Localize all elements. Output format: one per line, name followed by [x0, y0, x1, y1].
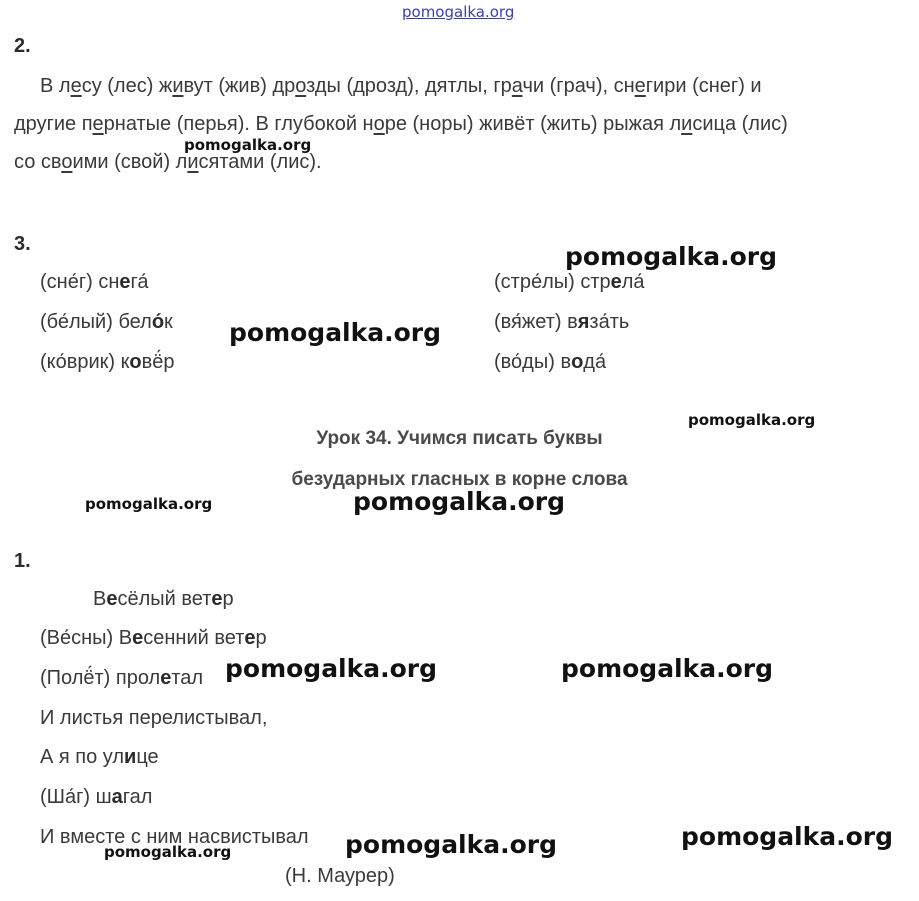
text-segment: В — [93, 588, 107, 610]
text-segment: к — [164, 311, 173, 333]
highlighted-letter: о — [295, 75, 307, 97]
text-segment: вут (жив) др — [183, 75, 296, 97]
highlighted-letter: е — [634, 75, 646, 97]
highlighted-letter: и — [124, 746, 137, 768]
exercise-2-text — [14, 67, 908, 181]
lesson-title-line-1: Урок 34. Учимся писать буквы — [316, 428, 603, 449]
highlighted-letter: а — [111, 786, 123, 808]
text-segment: га́ — [130, 271, 149, 293]
highlighted-letter: о — [571, 351, 584, 373]
text-segment: гири (снег) и — [645, 75, 762, 97]
text-segment: сёлый вет — [117, 588, 212, 610]
text-segment: (Ша́г) ш — [40, 786, 112, 808]
ex3-right-1 — [494, 271, 645, 294]
exercise-3-number: 3. — [14, 233, 31, 255]
highlighted-letter: и — [172, 75, 184, 97]
highlighted-letter: е — [132, 627, 144, 649]
text-segment: сятами (лис). — [198, 151, 322, 173]
text-segment: чи (грач), сн — [522, 75, 635, 97]
poem-line-3 — [40, 667, 203, 690]
exercise-1-number: 1. — [14, 550, 31, 572]
text-segment: ла́ — [621, 271, 645, 293]
highlighted-letter: е — [610, 271, 622, 293]
highlighted-letter: а — [511, 75, 523, 97]
text-segment: (Ве́сны) В — [40, 627, 133, 649]
highlighted-letter: е — [211, 588, 223, 610]
watermark: pomogalka.org — [681, 822, 894, 851]
text-segment: И листья перелистывал, — [40, 707, 268, 729]
text-segment: тал — [171, 667, 204, 689]
text-segment: сенний вет — [143, 627, 245, 649]
text-segment: сица (лис) — [692, 113, 788, 135]
watermark: pomogalka.org — [688, 411, 816, 429]
poem-line-6 — [40, 786, 152, 809]
watermark: pomogalka.org — [85, 495, 213, 513]
text-segment: (бе́лый) бел — [40, 311, 152, 333]
highlighted-letter: о́ — [151, 311, 165, 333]
text-segment: вё́р — [141, 351, 175, 373]
poem-author: (Н. Маурер) — [285, 865, 395, 887]
ex3-right-2 — [494, 311, 629, 334]
poem-line-5 — [40, 746, 159, 769]
watermark: pomogalka.org — [184, 136, 312, 154]
watermark: pomogalka.org — [229, 318, 442, 347]
highlighted-letter: и — [681, 113, 693, 135]
text-segment: В л — [40, 75, 71, 97]
text-segment: це — [136, 746, 159, 768]
text-segment: А я по ул — [40, 746, 125, 768]
highlighted-letter: е — [106, 588, 118, 610]
highlighted-letter: о — [129, 351, 142, 373]
ex3-left-1 — [40, 271, 149, 294]
highlighted-letter: е — [160, 667, 172, 689]
poem-line-2 — [40, 627, 267, 650]
text-segment: со св — [14, 151, 62, 173]
text-segment: (ко́врик) к — [40, 351, 130, 373]
ex3-left-3 — [40, 351, 175, 374]
highlighted-letter: е — [119, 271, 131, 293]
highlighted-letter: я — [577, 311, 590, 333]
ex3-left-2 — [40, 311, 173, 334]
text-segment: да́ — [583, 351, 607, 373]
text-segment: су (лес) ж — [81, 75, 173, 97]
text-segment: ими (свой) л — [72, 151, 188, 173]
watermark: pomogalka.org — [345, 830, 558, 859]
highlighted-letter: о — [61, 151, 73, 173]
text-segment: ре (норы) живёт (жить) рыжая л — [384, 113, 682, 135]
text-segment: (сне́г) сн — [40, 271, 120, 293]
text-segment: р — [255, 627, 267, 649]
text-segment: (вя́жет) в — [494, 311, 578, 333]
watermark: pomogalka.org — [561, 654, 774, 683]
text-segment: зды (дрозд), дятлы, гр — [306, 75, 512, 97]
lesson-title-line-2: безударных гласных в корне слова — [291, 469, 628, 490]
watermark: pomogalka.org — [353, 487, 566, 516]
highlighted-letter: е — [70, 75, 82, 97]
watermark: pomogalka.org — [565, 242, 778, 271]
text-segment: (Полё́т) прол — [40, 667, 161, 689]
text-segment: гал — [122, 786, 153, 808]
ex3-right-3 — [494, 351, 606, 374]
text-segment: И вместе с ним насвистывал — [40, 826, 309, 848]
text-segment: (стре́лы) стр — [494, 271, 611, 293]
watermark: pomogalka.org — [225, 654, 438, 683]
text-segment: р — [222, 588, 234, 610]
highlighted-letter: е — [92, 113, 104, 135]
highlighted-letter: е — [244, 627, 256, 649]
exercise-2-number: 2. — [14, 35, 31, 57]
poem-line-4 — [40, 707, 267, 730]
ex2-line-2 — [14, 113, 788, 135]
text-segment: другие п — [14, 113, 93, 135]
poem-line-1 — [93, 588, 234, 611]
text-segment: за́ть — [589, 311, 630, 333]
highlighted-letter: и — [187, 151, 199, 173]
ex2-line-3 — [14, 151, 322, 173]
highlighted-letter: о — [373, 113, 385, 135]
watermark: pomogalka.org — [104, 843, 232, 861]
text-segment: рнатые (перья). В глубокой н — [103, 113, 374, 135]
watermark-top-link[interactable]: pomogalka.org — [402, 3, 515, 21]
ex2-line-1 — [40, 75, 762, 97]
text-segment: (во́ды) в — [494, 351, 572, 373]
